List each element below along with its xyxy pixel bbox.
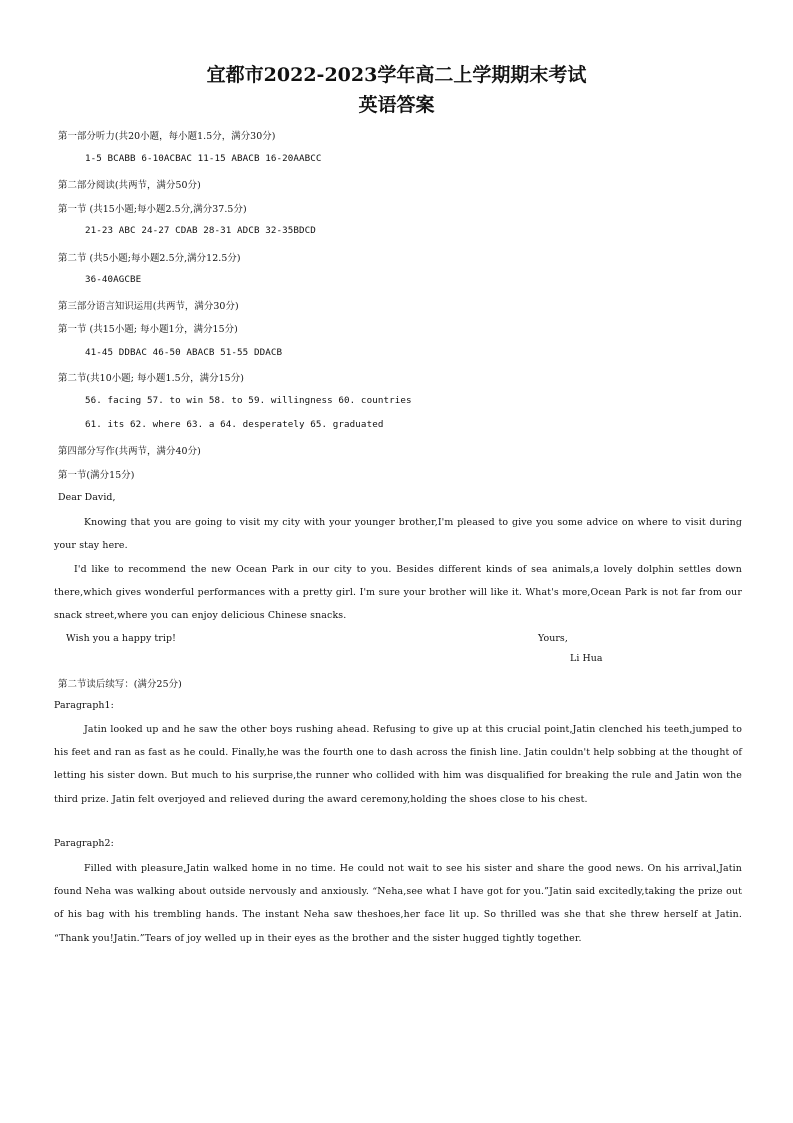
page-subtitle: 英语答案 bbox=[358, 94, 435, 116]
part3-section2-heading: 第二节(共10小题; 每小题1.5分，满分15分) bbox=[58, 373, 244, 384]
part4-section1-heading: 第一节(满分15分) bbox=[58, 470, 135, 481]
part3-section1-heading: 第一节 (共15小题; 每小题1分，满分15分) bbox=[58, 324, 238, 335]
letter-signature: Li Hua bbox=[570, 653, 603, 664]
paragraph2-block bbox=[54, 857, 742, 950]
letter-yours: Yours, bbox=[538, 633, 568, 644]
page-title: 宜都市2022-2023学年高二上学期期末考试 bbox=[206, 64, 587, 86]
part4-section2-heading: 第二节读后续写：(满分25分) bbox=[58, 679, 182, 690]
part1-heading: 第一部分听力(共20小题，每小题1.5分，满分30分) bbox=[58, 131, 276, 142]
part3-section1-answers: 41-45 DDBAC 46-50 ABACB 51-55 DDACB bbox=[85, 347, 283, 358]
paragraph2-text: Filled with pleasure,Jatin walked home in no time. He could not wait to see his sister and share the good news. On his arrival,Jatin found Neha was walking about outside nervously and anxiously. “Neha,see what I have got for you.”Jatin said excitedly,taking the prize out of his bag with his trembling hands. The instant Neha saw theshoes,her face lit up. So thrilled was she that she threw herself at Jatin. “Thank you!Jatin.”Tears of joy welled up in their eyes as the brother and the sister hugged tightly together. bbox=[54, 863, 742, 944]
letter-closing-wish: Wish you a happy trip! bbox=[66, 633, 176, 644]
letter-paragraph-2 bbox=[54, 558, 742, 628]
part2-section2-answers: 36-40AGCBE bbox=[85, 274, 142, 285]
part3-heading: 第三部分语言知识运用(共两节，满分30分) bbox=[58, 301, 239, 312]
paragraph2-label: Paragraph2: bbox=[54, 838, 114, 849]
part1-answers: 1-5 BCABB 6-10ACBAC 11-15 ABACB 16-20AABCC bbox=[85, 153, 322, 164]
paragraph1-label: Paragraph1: bbox=[54, 700, 114, 711]
letter-paragraph-1 bbox=[54, 511, 742, 557]
part3-section2-row1: 56. facing 57. to win 58. to 59. willingness 60. countries bbox=[85, 395, 412, 406]
part2-heading: 第二部分阅读(共两节，满分50分) bbox=[58, 180, 201, 191]
letter-paragraph-2-text: I'd like to recommend the new Ocean Park in our city to you. Besides different kinds of sea animals,a lovely dolphin settles down there,which gives wonderful performances with a pretty girl. I'm sure your brother will like it. What's more,Ocean Park is not far from our snack street,where you can enjoy delicious Chinese snacks. bbox=[54, 564, 742, 622]
paragraph1-text: Jatin looked up and he saw the other boys rushing ahead. Refusing to give up at this crucial point,Jatin clenched his teeth,jumped to his feet and ran as fast as he could. Finally,he was the fourth one to dash across the finish line. Jatin couldn't help sobbing at the thought of letting his sister down. But much to his surprise,the runner who collided with him was disqualified for breaking the rule and Jatin won the third prize. Jatin felt overjoyed and relieved during the award ceremony,holding the shoes close to his chest. bbox=[54, 724, 742, 805]
part2-section1-heading: 第一节 (共15小题;每小题2.5分,满分37.5分) bbox=[58, 204, 247, 215]
letter-greeting: Dear David, bbox=[58, 492, 116, 503]
part4-heading: 第四部分写作(共两节，满分40分) bbox=[58, 446, 201, 457]
part2-section2-heading: 第二节 (共5小题;每小题2.5分,满分12.5分) bbox=[58, 253, 241, 264]
letter-paragraph-1-text: Knowing that you are going to visit my city with your younger brother,I'm pleased to give you some advice on where to visit during your stay here. bbox=[54, 517, 742, 552]
paragraph1-block bbox=[54, 718, 742, 811]
part3-section2-row2: 61. its 62. where 63. a 64. desperately 65. graduated bbox=[85, 419, 384, 430]
part2-section1-answers: 21-23 ABC 24-27 CDAB 28-31 ADCB 32-35BDCD bbox=[85, 225, 316, 236]
